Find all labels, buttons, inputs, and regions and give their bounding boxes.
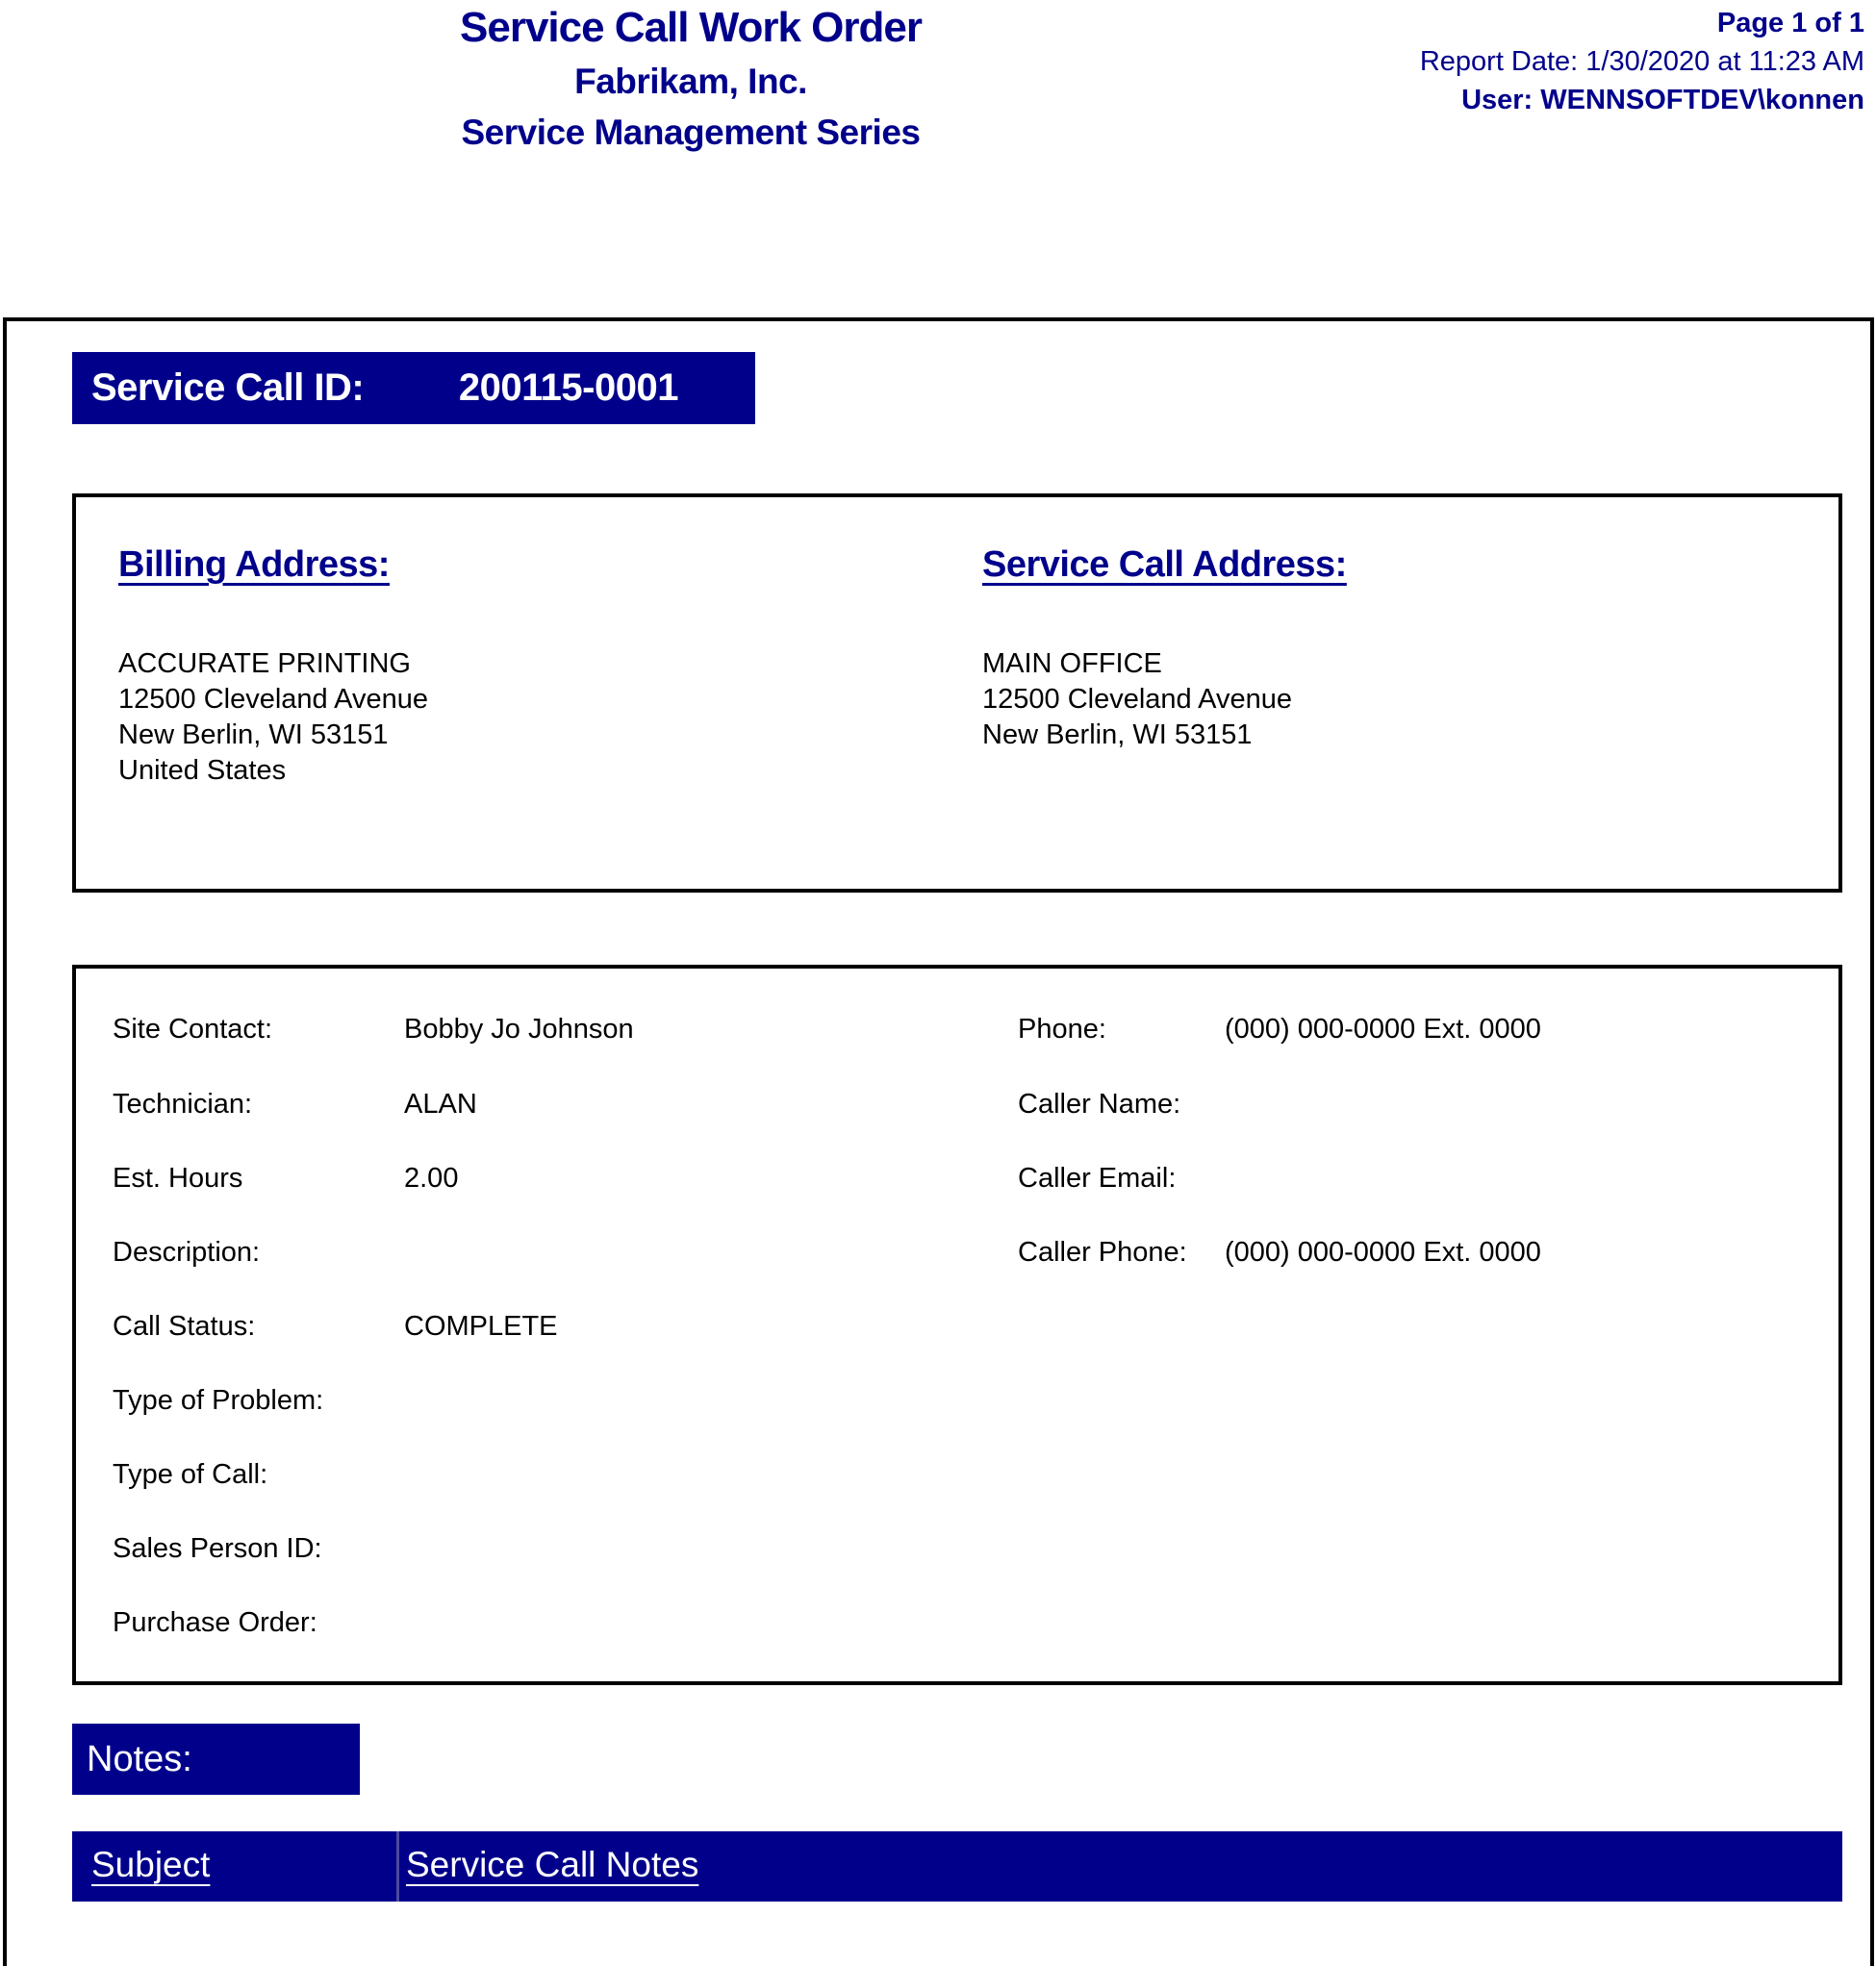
detail-row-call-status: [0, 1307, 1876, 1346]
detail-label: Purchase Order:: [113, 1607, 317, 1638]
billing-address: [118, 646, 428, 789]
service-call-address: [982, 646, 1292, 753]
detail-label: Type of Call:: [113, 1459, 268, 1490]
page-number: Page 1 of 1: [1716, 8, 1864, 38]
detail-label: Caller Email:: [1018, 1163, 1177, 1194]
detail-label: Call Status:: [113, 1311, 256, 1342]
service-call-notes-column-header: Service Call Notes: [406, 1845, 699, 1884]
detail-value: (000) 000-0000 Ext. 0000: [1225, 1237, 1541, 1268]
service-call-id-value: 200115-0001: [458, 366, 678, 409]
detail-value: (000) 000-0000 Ext. 0000: [1225, 1014, 1541, 1045]
detail-row-site-contact: [0, 1010, 1876, 1048]
detail-label: Description:: [113, 1237, 261, 1268]
billing-address-line: United States: [118, 755, 287, 786]
billing-address-line: New Berlin, WI 53151: [118, 719, 389, 750]
detail-label: Sales Person ID:: [113, 1533, 322, 1564]
detail-value: Bobby Jo Johnson: [404, 1014, 634, 1045]
report-date: Report Date: 1/30/2020 at 11:23 AM: [1419, 46, 1864, 77]
detail-row-sales-person: [0, 1529, 1876, 1568]
detail-row-description: [0, 1233, 1876, 1272]
report-user: User: WENNSOFTDEV\konnen: [1461, 85, 1864, 115]
detail-label: Caller Phone:: [1018, 1237, 1187, 1268]
detail-row-est-hours: [0, 1159, 1876, 1197]
detail-value: COMPLETE: [404, 1311, 558, 1342]
billing-address-line: 12500 Cleveland Avenue: [118, 684, 428, 715]
detail-label: Technician:: [113, 1089, 253, 1120]
billing-address-line: ACCURATE PRINTING: [118, 648, 411, 679]
detail-label: Site Contact:: [113, 1014, 273, 1045]
service-address-line: MAIN OFFICE: [982, 648, 1162, 679]
detail-row-technician: [0, 1085, 1876, 1123]
report-meta: [1420, 4, 1864, 119]
detail-value: 2.00: [404, 1163, 459, 1194]
detail-value: ALAN: [404, 1089, 477, 1120]
service-call-id-label: Service Call ID:: [91, 366, 365, 409]
service-call-id-bar: [72, 352, 755, 424]
service-address-line: New Berlin, WI 53151: [982, 719, 1253, 750]
billing-address-heading: Billing Address:: [118, 544, 390, 585]
detail-label: Caller Name:: [1018, 1089, 1181, 1120]
detail-label: Phone:: [1018, 1014, 1106, 1045]
notes-heading-bar: [72, 1724, 360, 1795]
company-name: Fabrikam, Inc.: [574, 62, 807, 101]
report-title: Service Call Work Order: [460, 4, 922, 51]
column-divider: [396, 1831, 399, 1902]
detail-row-purchase-order: [0, 1603, 1876, 1642]
service-call-address-heading: Service Call Address:: [982, 544, 1347, 585]
service-address-line: 12500 Cleveland Avenue: [982, 684, 1292, 715]
subject-column-header: Subject: [91, 1845, 211, 1884]
notes-heading: Notes:: [87, 1739, 192, 1779]
report-header: [0, 0, 1382, 158]
detail-row-type-of-call: [0, 1455, 1876, 1494]
report-series: Service Management Series: [461, 113, 921, 152]
detail-label: Type of Problem:: [113, 1385, 324, 1416]
detail-row-type-of-problem: [0, 1381, 1876, 1420]
notes-table-header: [72, 1831, 1842, 1902]
detail-label: Est. Hours: [113, 1163, 243, 1194]
